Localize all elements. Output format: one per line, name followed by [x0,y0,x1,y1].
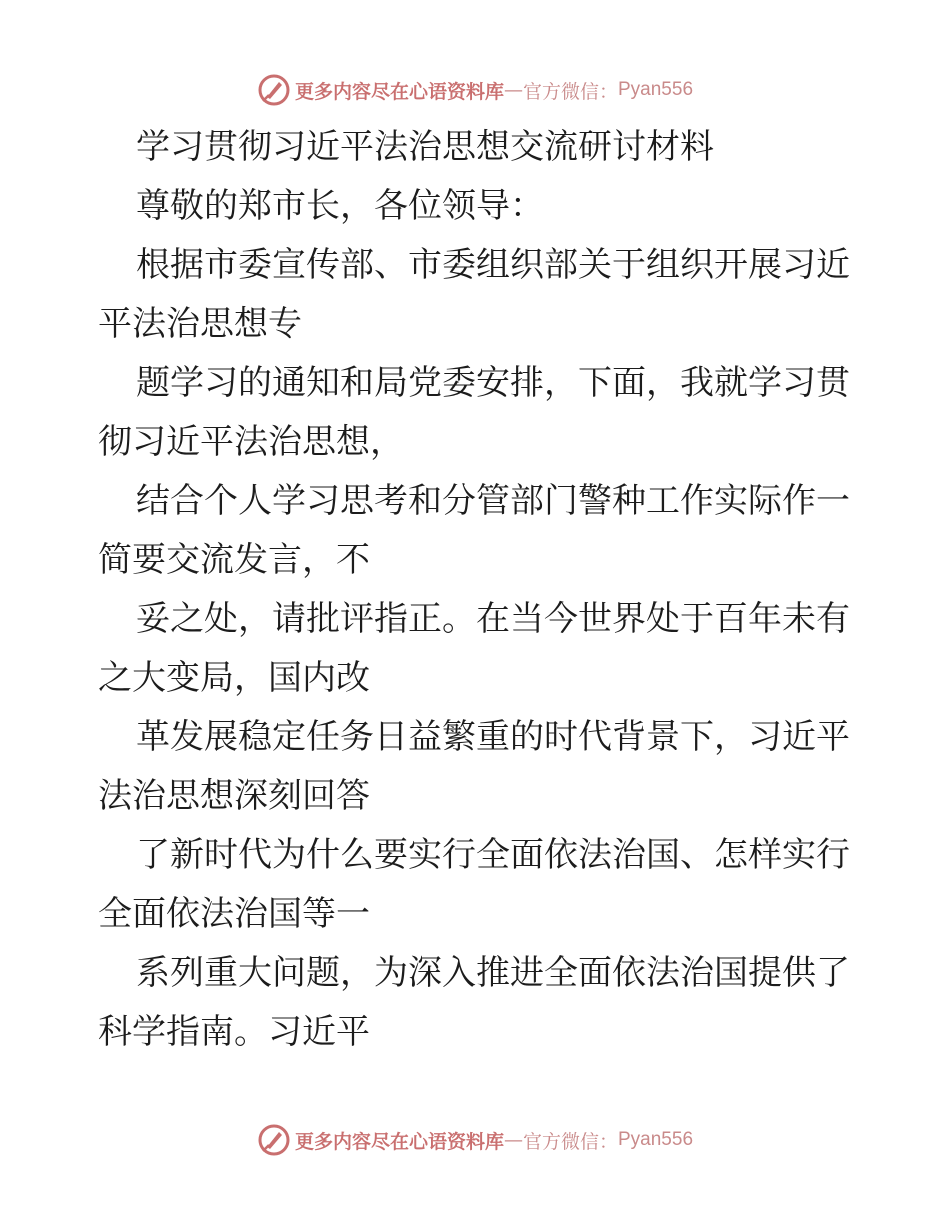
paragraph-line: 结合个人学习思考和分管部门警种工作实际作一 [136,481,850,521]
paragraph-line: 科学指南。习近平 [98,1012,370,1052]
paragraph-line: 简要交流发言，不 [98,540,370,580]
paragraph-line: 妥之处，请批评指正。在当今世界处于百年未有 [136,599,850,639]
header-watermark [0,70,950,110]
salutation: 尊敬的郑市长，各位领导： [136,186,544,226]
footer-watermark [0,1120,950,1160]
watermark-wechat-id: Pyan556 [618,79,694,100]
paragraph-line: 系列重大问题，为深入推进全面依法治国提供了 [136,953,850,993]
quill-logo-icon [257,73,291,107]
quill-logo-icon [257,1123,291,1157]
paragraph-line: 全面依法治国等一 [98,894,370,934]
watermark-official: 官方微信： [522,80,618,103]
paragraph-line: 之大变局，国内改 [98,658,370,698]
watermark-separator: — [503,1129,523,1151]
paragraph-line: 平法治思想专 [98,304,302,344]
watermark-official: 官方微信： [522,1130,618,1153]
paragraph-line: 题学习的通知和局党委安排，下面，我就学习贯 [136,363,850,403]
paragraph-line: 法治思想深刻回答 [98,776,370,816]
watermark-site: 更多内容尽在心语资料库 [294,1130,504,1153]
paragraph-line: 革发展稳定任务日益繁重的时代背景下，习近平 [136,717,850,757]
document-title: 学习贯彻习近平法治思想交流研讨材料 [136,127,714,167]
watermark-separator: — [503,79,523,101]
paragraph-line: 根据市委宣传部、市委组织部关于组织开展习近 [136,245,850,285]
watermark-wechat-id: Pyan556 [618,1129,694,1150]
paragraph-line: 了新时代为什么要实行全面依法治国、怎样实行 [136,835,850,875]
paragraph-line: 彻习近平法治思想， [98,422,404,462]
watermark-site: 更多内容尽在心语资料库 [294,80,504,103]
document-body [98,118,858,1062]
